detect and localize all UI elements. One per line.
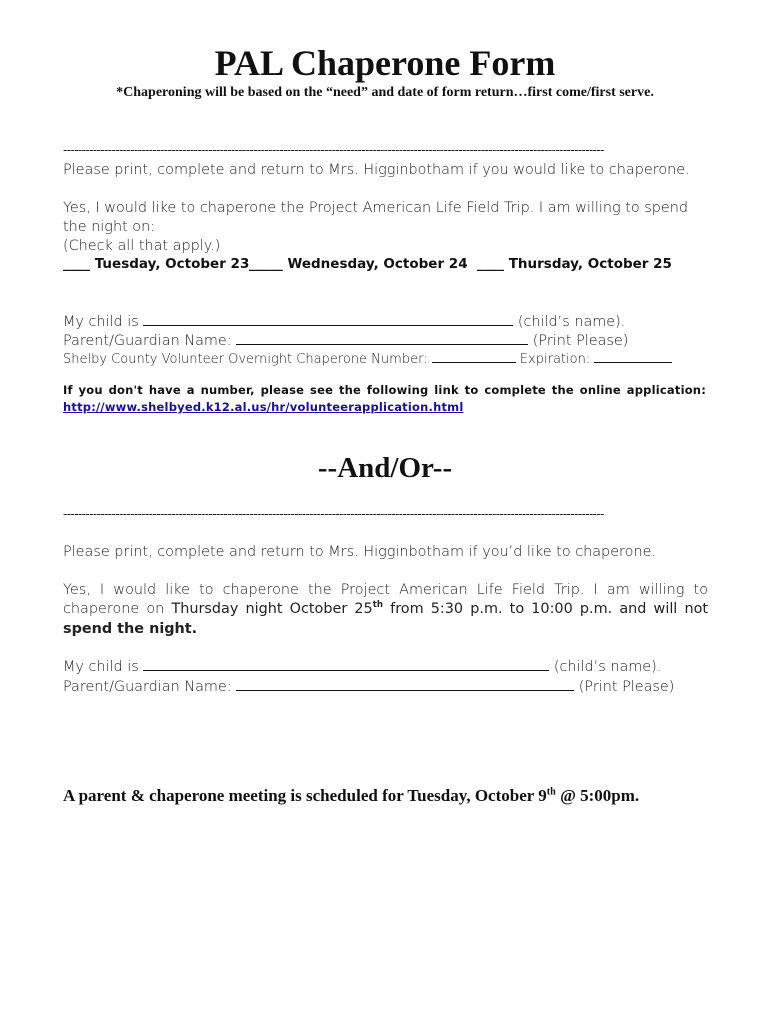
intro-sup: th [372,600,383,611]
guardian-prefix: Parent/Guardian Name: [63,679,232,695]
section1-intro-line2: the night on: [63,219,156,235]
online-application-note: If you don't have a number, please see the following link to complete the online application: [63,383,706,397]
page-subtitle: *Chaperoning will be based on the “need” and date of form return…first come/first serve. [116,85,654,100]
section2-intro-line3: spend the night. [63,621,198,637]
section2-child-line [63,657,708,677]
child-name-field[interactable] [143,657,549,671]
section1-guardian-line [63,331,708,351]
night-option-thursday[interactable] [477,256,672,272]
and-or-heading: --And/Or-- [317,452,453,484]
expiration-field[interactable] [594,349,672,363]
child-suffix: (child’s name). [517,314,626,330]
night-option-tuesday[interactable] [63,256,249,272]
night-blank[interactable]: _____ [249,256,283,272]
expiration-label: Expiration: [519,352,591,367]
section2-instruction: Please print, complete and return to Mrs. Higginbotham if you’d like to chaperone. [63,544,656,560]
night-blank[interactable]: ____ [63,256,90,272]
page-title: PAL Chaperone Form [214,43,556,83]
guardian-name-field[interactable] [236,331,528,345]
night-blank[interactable]: ____ [477,256,504,272]
night-label: Thursday, October 25 [508,256,672,272]
guardian-prefix: Parent/Guardian Name: [63,333,232,349]
divider-1: ------------------------------------------------------------------------------------------------------------------------------------------------- [63,143,604,157]
intro-bold: Thursday night October 25 [171,601,373,617]
guardian-suffix: (Print Please) [578,679,675,695]
volunteer-label: Shelby County Volunteer Overnight Chaperone Number: [63,352,428,367]
section1-intro-line1: Yes, I would like to chaperone the Project American Life Field Trip. I am willing to spend [63,200,688,216]
section1-check-note: (Check all that apply.) [63,238,221,254]
guardian-name-field[interactable] [236,677,574,691]
intro-plain: chaperone on [63,601,165,617]
night-label: Wednesday, October 24 [287,256,468,272]
section1-instruction: Please print, complete and return to Mrs. Higginbotham if you would like to chaperone. [63,162,690,178]
section1-child-line [63,312,708,332]
meeting-sup: th [546,786,556,798]
application-link-line [63,399,706,416]
meeting-notice [63,786,743,806]
guardian-suffix: (Print Please) [532,333,629,349]
section2-intro-line2 [63,600,708,619]
section2-intro-line1: Yes, I would like to chaperone the Project American Life Field Trip. I am willing to [63,582,708,598]
meeting-tail: @ 5:00pm. [555,786,640,805]
night-options [63,256,708,276]
child-name-field[interactable] [143,312,513,326]
section2-guardian-line [63,677,708,697]
divider-2: ------------------------------------------------------------------------------------------------------------------------------------------------- [63,507,604,521]
volunteer-number-field[interactable] [432,349,516,363]
meeting-text: A parent & chaperone meeting is scheduled for Tuesday, October 9 [63,786,547,805]
night-label: Tuesday, October 23 [94,256,250,272]
child-prefix: My child is [63,659,139,675]
child-suffix: (child’s name). [553,659,662,675]
application-link[interactable]: http://www.shelbyed.k12.al.us/hr/volunteerapplication.html [63,400,464,414]
volunteer-number-line [63,349,708,369]
child-prefix: My child is [63,314,139,330]
intro-bold2: from 5:30 p.m. to 10:00 p.m. and will not [390,601,709,617]
night-option-wednesday[interactable] [249,256,468,272]
